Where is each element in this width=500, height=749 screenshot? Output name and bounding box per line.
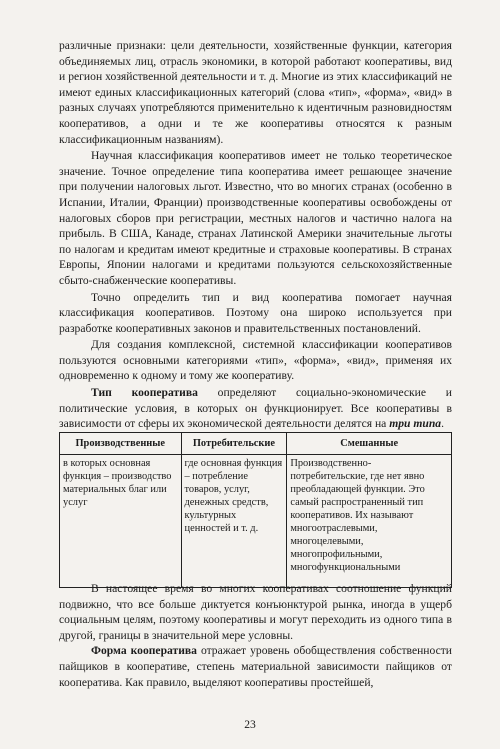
table-header: Потребительские: [181, 433, 287, 455]
table-cell: Производственно-потребительские, где нет явно преобладающей функции. Это самый распространенный тип кооперативов. Их называют многоотраслевыми, многоцелевыми, многопрофильными, многофункциональными: [287, 455, 452, 588]
table-cell: где основная функция – потребление товаров, услуг, денежных средств, культурных ценностей и т. д.: [181, 455, 287, 588]
paragraph-3: Точно определить тип и вид кооператива помогает научная классификация кооперативов. Поэтому она широко используется при разработке кооперативных законов и правительственных постановлений.: [59, 290, 452, 335]
term-cooperative-form: Форма кооператива: [91, 644, 197, 658]
paragraph-4: Для создания комплексной, системной классификации кооперативов пользуются основными категориями «тип», «форма», «вид», применяя их одновременно к одному и тому же кооперативу.: [59, 338, 452, 383]
paragraph-2: Научная классификация кооперативов имеет не только теоретическое значение. Точное определение типа кооператива имеет решающее значение при получении налоговых льгот. Известно, что во многих странах (особенно в Испании, Италии, Франции) производственные кооперативы освобождены от налоговых сборов при регистрации, местных налогов и частично налога на прибыль. В США, Канаде, странах Латинской Америки значительные льготы по налогам и кредитам имеют кредитные и страховые кооперативы. В странах Европы, Японии налогами и кредитами пользуются сельскохозяйственные сбыто-снабженческие кооперативы.: [59, 149, 452, 287]
term-cooperative-type: Тип кооператива: [91, 386, 198, 400]
body-text-bottom: [59, 581, 452, 690]
body-text-top: [59, 38, 452, 432]
paragraph-7: [59, 643, 452, 690]
cooperative-types-table: [59, 432, 452, 588]
table-row: [60, 455, 452, 588]
table-header-row: [60, 433, 452, 455]
paragraph-5-text: определяют социально-экономические и политические условия, в которых он функционирует. Все кооперативы в зависимости от сферы их экономической деятельности делятся на: [59, 386, 453, 431]
page-number: 23: [244, 718, 256, 731]
table-cell: в которых основная функция – производство материальных благ или услуг: [60, 455, 182, 588]
table-header: Смешанные: [287, 433, 452, 455]
paragraph-5-end: .: [441, 417, 444, 431]
paragraph-5: [59, 385, 452, 432]
paragraph-6: В настоящее время во многих кооперативах соотношение функций подвижно, что все больше диктуется конъюнктурой рынка, иногда в ущерб социальным целям, поэтому кооперативы и могут переходить из одного типа в другой, границы в значительной мере условны.: [59, 582, 452, 642]
emphasis-three-types: три типа: [389, 417, 442, 431]
paragraph-1: различные признаки: цели деятельности, хозяйственные функции, категория объединяемых лиц, отрасль экономики, в которой работают кооперативы, вид и регион хозяйственной деятельности и т. д. Многие из этих классификаций не имеют единых классификационных категорий (слова «тип», «форма», «вид» в разных случаях употребляются применительно к идентичным разновидностям кооперативов, а одни и те же кооперативы относятся к разным классификационным названиям).: [59, 39, 452, 146]
paragraph-7-text: отражает уровень обобществления собственности пайщиков в кооперативе, степень материальной зависимости пайщиков от кооператива. Как правило, выделяют кооперативы простейшей,: [59, 644, 453, 689]
table-header: Производственные: [60, 433, 182, 455]
